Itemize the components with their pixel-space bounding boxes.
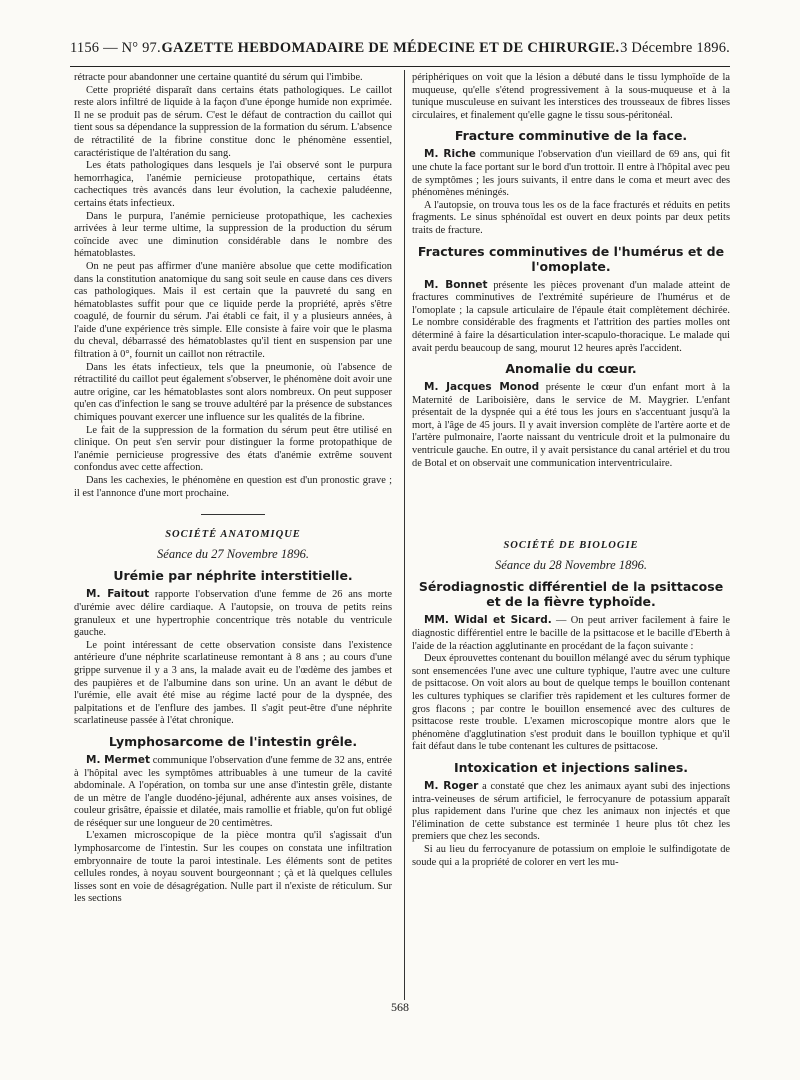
seance-date: Séance du 27 Novembre 1896. (157, 546, 309, 561)
section-heading: Urémie par néphrite interstitielle. (113, 568, 353, 584)
header-rule (70, 66, 730, 67)
left-column (74, 72, 392, 988)
author-name: M. Faitout (86, 588, 150, 601)
paragraph: M. Faitout rapporte l'observation d'une femme de 26 ans morte d'urémie avec délire cardiaque. A l'autopsie, on trouva de petits reins granuleux et une hypertrophie concentrique très notable du ventricule gauche. (74, 588, 392, 639)
author-name: M. Riche (424, 148, 476, 161)
section-heading: Sérodiagnostic différentiel de la psittacose et de la fièvre typhoïde. (418, 579, 724, 610)
author-name: M. Mermet (86, 753, 151, 766)
right-column (412, 72, 730, 996)
section-heading: Intoxication et injections salines. (453, 759, 689, 775)
paragraph: MM. Widal et Sicard. — On peut arriver facilement à faire le diagnostic différentiel entre le bacille de la psittacose et le bacille d'Eberth à l'aide de la réaction agglutinante en procédant de la façon suivante : (412, 614, 730, 652)
paragraph: rétracte pour abandonner une certaine quantité du sérum qui l'imbibe. (74, 72, 363, 83)
author-name: M. Jacques Monod (424, 381, 540, 394)
section-heading: Fracture comminutive de la face. (454, 128, 688, 144)
journal-title: GAZETTE HEBDOMADAIRE DE MÉDECINE ET DE CHIRURGIE. (161, 40, 620, 56)
page-issue-number: 1156 — N° 97. (70, 40, 161, 56)
section-heading: Anomalie du cœur. (505, 361, 637, 377)
paragraph: Deux éprouvettes contenant du bouillon mélangé avec du sérum typhique sont ensemencées l'une avec une culture typhique, l'autre avec une culture de psittacose. On voit alors au bout de quelque temps le bouillon contenant les cultures typhiques se clarifier très rapidement et les cultures former de gros flacons ; par contre le bouillon ensemencé avec des cultures de psittacose reste trouble. L'examen microscopique montre alors que le phénomène d'agglutination s'est produit dans le bouillon typhique et qu'il fait défaut dans le tube contenant les cultures de psittacose. (412, 653, 730, 753)
society-name: SOCIÉTÉ DE BIOLOGIE (503, 540, 639, 552)
issue-date: 3 Décembre 1896. (620, 40, 730, 56)
page-number: 568 (391, 1000, 409, 1014)
author-name: MM. Widal (424, 614, 488, 627)
paragraph: Dans les états infectieux, tels que la pneumonie, où l'absence de rétractilité du caillot peut également s'observer, le phénomène doit avoir une autre origine, car les hématoblastes sont alors nombreux. On peut supposer qu'en cas d'infection le sang se trouve adultéré par la présence de substances chimiques pouvant exercer une influence sur les qualités de la fibrine. (74, 361, 392, 424)
paragraph: M. Mermet communique l'observation d'une femme de 32 ans, entrée à l'hôpital avec les symptômes attribuables à une tumeur de la cavité abdominale. A l'opération, on tomba sur une anse d'intestin grêle, distante de un mètre de l'angle duodéno-jéjunal, adhérente aux anses voisines, de couleur grisâtre, épaissie et dilatée, mais ramollie et friable, qu'on fut obligé de réséquer sur une longueur de 20 centimètres. (74, 753, 392, 829)
author-name: M. Roger (424, 779, 479, 792)
section-rule (201, 514, 265, 515)
paragraph: M. Jacques Monod présente le cœur d'un enfant mort à la Maternité de Lariboisière, dans le service de M. Maygrier. L'enfant présentait de la dyspnée qui a été tous les jours en s'accentuant jusqu'à la mort, à l'âge de 45 jours. Il y avait inversion complète de l'artère aorte et de l'artère pulmonaire, l'aorte naissant du ventricule droit et la pulmonaire du ventricule gauche. En outre, il y avait persistance du canal artériel et du trou de Botal et on observait une communication interventriculaire. (412, 381, 730, 469)
paragraph: On ne peut pas affirmer d'une manière absolue que cette modification dans la constitution anatomique du sang soit seule en cause dans ces divers cas pathologiques. Mais il est certain que la pauvreté du sang en hématoblastes suffit pour que ce liquide perde la propriété, après s'être coagulé, de fournir du sérum. J'ai établi ce fait, il y a plusieurs années, à l'aide d'une expérience très simple. Elle consiste à faire voir que le plasma du cheval, débarrassé des hématoblastes qu'il tient en suspension par une filtration à 0°, fournit un caillot non rétractile. (74, 260, 392, 361)
paragraph: M. Riche communique l'observation d'un vieillard de 69 ans, qui fit une chute la face portant sur le bord d'un trottoir. Il entre à l'hôpital avec peu de symptômes ; les jours suivants, il entre dans le coma et meurt avec des phénomènes méningés. (412, 148, 730, 199)
paragraph: A l'autopsie, on trouva tous les os de la face fracturés et réduits en petits fragments. Le sinus sphénoïdal est ouvert en deux points par deux petits traits de fracture. (412, 199, 730, 236)
paragraph: Si au lieu du ferrocyanure de potassium on emploie le sulfindigotate de soude qui a la propriété de colorer en vert les mu- (412, 843, 730, 868)
column-divider (404, 70, 405, 1000)
running-header (70, 40, 730, 62)
paragraph: L'examen microscopique de la pièce montra qu'il s'agissait d'un lymphosarcome de l'intestin. Sur les coupes on constata une infiltration embryonnaire de toute la paroi intestinale. Les éléments sont de petites cellules rondes, à noyau souvent bourgeonnant ; çà et là quelques cellules lisses sont en voie de désagrégation. Nulle part il n'existe de réticulum. Sur les sections (74, 830, 392, 905)
author-name: M. Bonnet (424, 278, 488, 291)
paragraph: M. Bonnet présente les pièces provenant d'un malade atteint de fractures comminutives de l'extrémité supérieure de l'humérus et de l'omoplate ; la capsule articulaire de l'épaule était complètement déchirée. Le nombre considérable des fragments et l'attrition des parties molles ont déterminé à faire la désarticulation inter-scapulo-thoracique. Le malade qui avait perdu beaucoup de sang, mourut 12 heures après l'accident. (412, 278, 730, 354)
blank-space (412, 470, 730, 526)
paragraph: Le fait de la suppression de la formation du sérum peut être utilisé en clinique. On peut s'en servir pour distinguer la forme protopathique de l'anémie pernicieuse progressive des états d'anémie extrême souvent confondus avec cette affection. (74, 424, 392, 474)
author-name-2: et Sicard. (487, 614, 552, 627)
paragraph: Les états pathologiques dans lesquels je l'ai observé sont le purpura hemorrhagica, l'anémie pernicieuse protopathique, certains états cachectiques très avancés dans leur évolution, la cachexie paludéenne, certains états infectieux. (74, 160, 392, 209)
paragraph: périphériques on voit que la lésion a débuté dans le tissu lymphoïde de la muqueuse, qu'elle s'étend progressivement à la sous-muqueuse et à la tunique musculeuse en suivant les interstices des trousseaux de fibres lisses circulaires, et finalement qu'elle gagne le tissu sous-péritonéal. (412, 72, 730, 121)
section-heading: Fractures comminutives de l'humérus et de l'omoplate. (417, 243, 725, 274)
paragraph: Dans les cachexies, le phénomène en question est d'un pronostic grave ; il est l'annonce d'une mort prochaine. (74, 475, 392, 499)
paragraph: M. Roger a constaté que chez les animaux ayant subi des injections intra-veineuses de sérum artificiel, le ferrocyanure de potassium apparaît plus rapidement dans l'urine que chez les animaux non injectés et que l'élimination de cette substance est terminée 1 heure plus tôt chez les premiers que chez les seconds. (412, 779, 730, 843)
section-heading: Lymphosarcome de l'intestin grêle. (108, 733, 358, 749)
paragraph: Cette propriété disparaît dans certains états pathologiques. Le caillot reste alors infiltré de liquide à la façon d'une éponge humide non exprimée. Il ne se produit pas de sérum. C'est le défaut de contraction du caillot qui tient sous sa dépendance la suppression de la formation du sérum. L'absence de rétractilité de la fibrine constitue donc le phénomène essentiel, caractéristique de l'altération du sang. (74, 84, 392, 159)
paragraph: Le point intéressant de cette observation consiste dans l'existence antérieure d'une néphrite scarlatineuse remontant à 8 ans ; au cours d'une grippe survenue il y a 3 ans, la malade avait eu de l'œdème des jambes et des paupières et de l'albumine dans son urine. Un an avant le début de l'urémie, elle avait été mise au régime lacté pour de la dyspnée, des palpitations et de l'enflure des jambes. Il s'agit peut-être d'une néphrite scarlatineuse passée à l'état chronique. (74, 639, 392, 727)
seance-date: Séance du 28 Novembre 1896. (495, 557, 647, 572)
paragraph: Dans le purpura, l'anémie pernicieuse protopathique, les cachexies arrivées à leur terme ultime, la suppression de la production du sérum coïncide avec une diminution considérable dans le nombre des hématoblastes. (74, 210, 392, 260)
society-name: SOCIÉTÉ ANATOMIQUE (165, 529, 301, 541)
